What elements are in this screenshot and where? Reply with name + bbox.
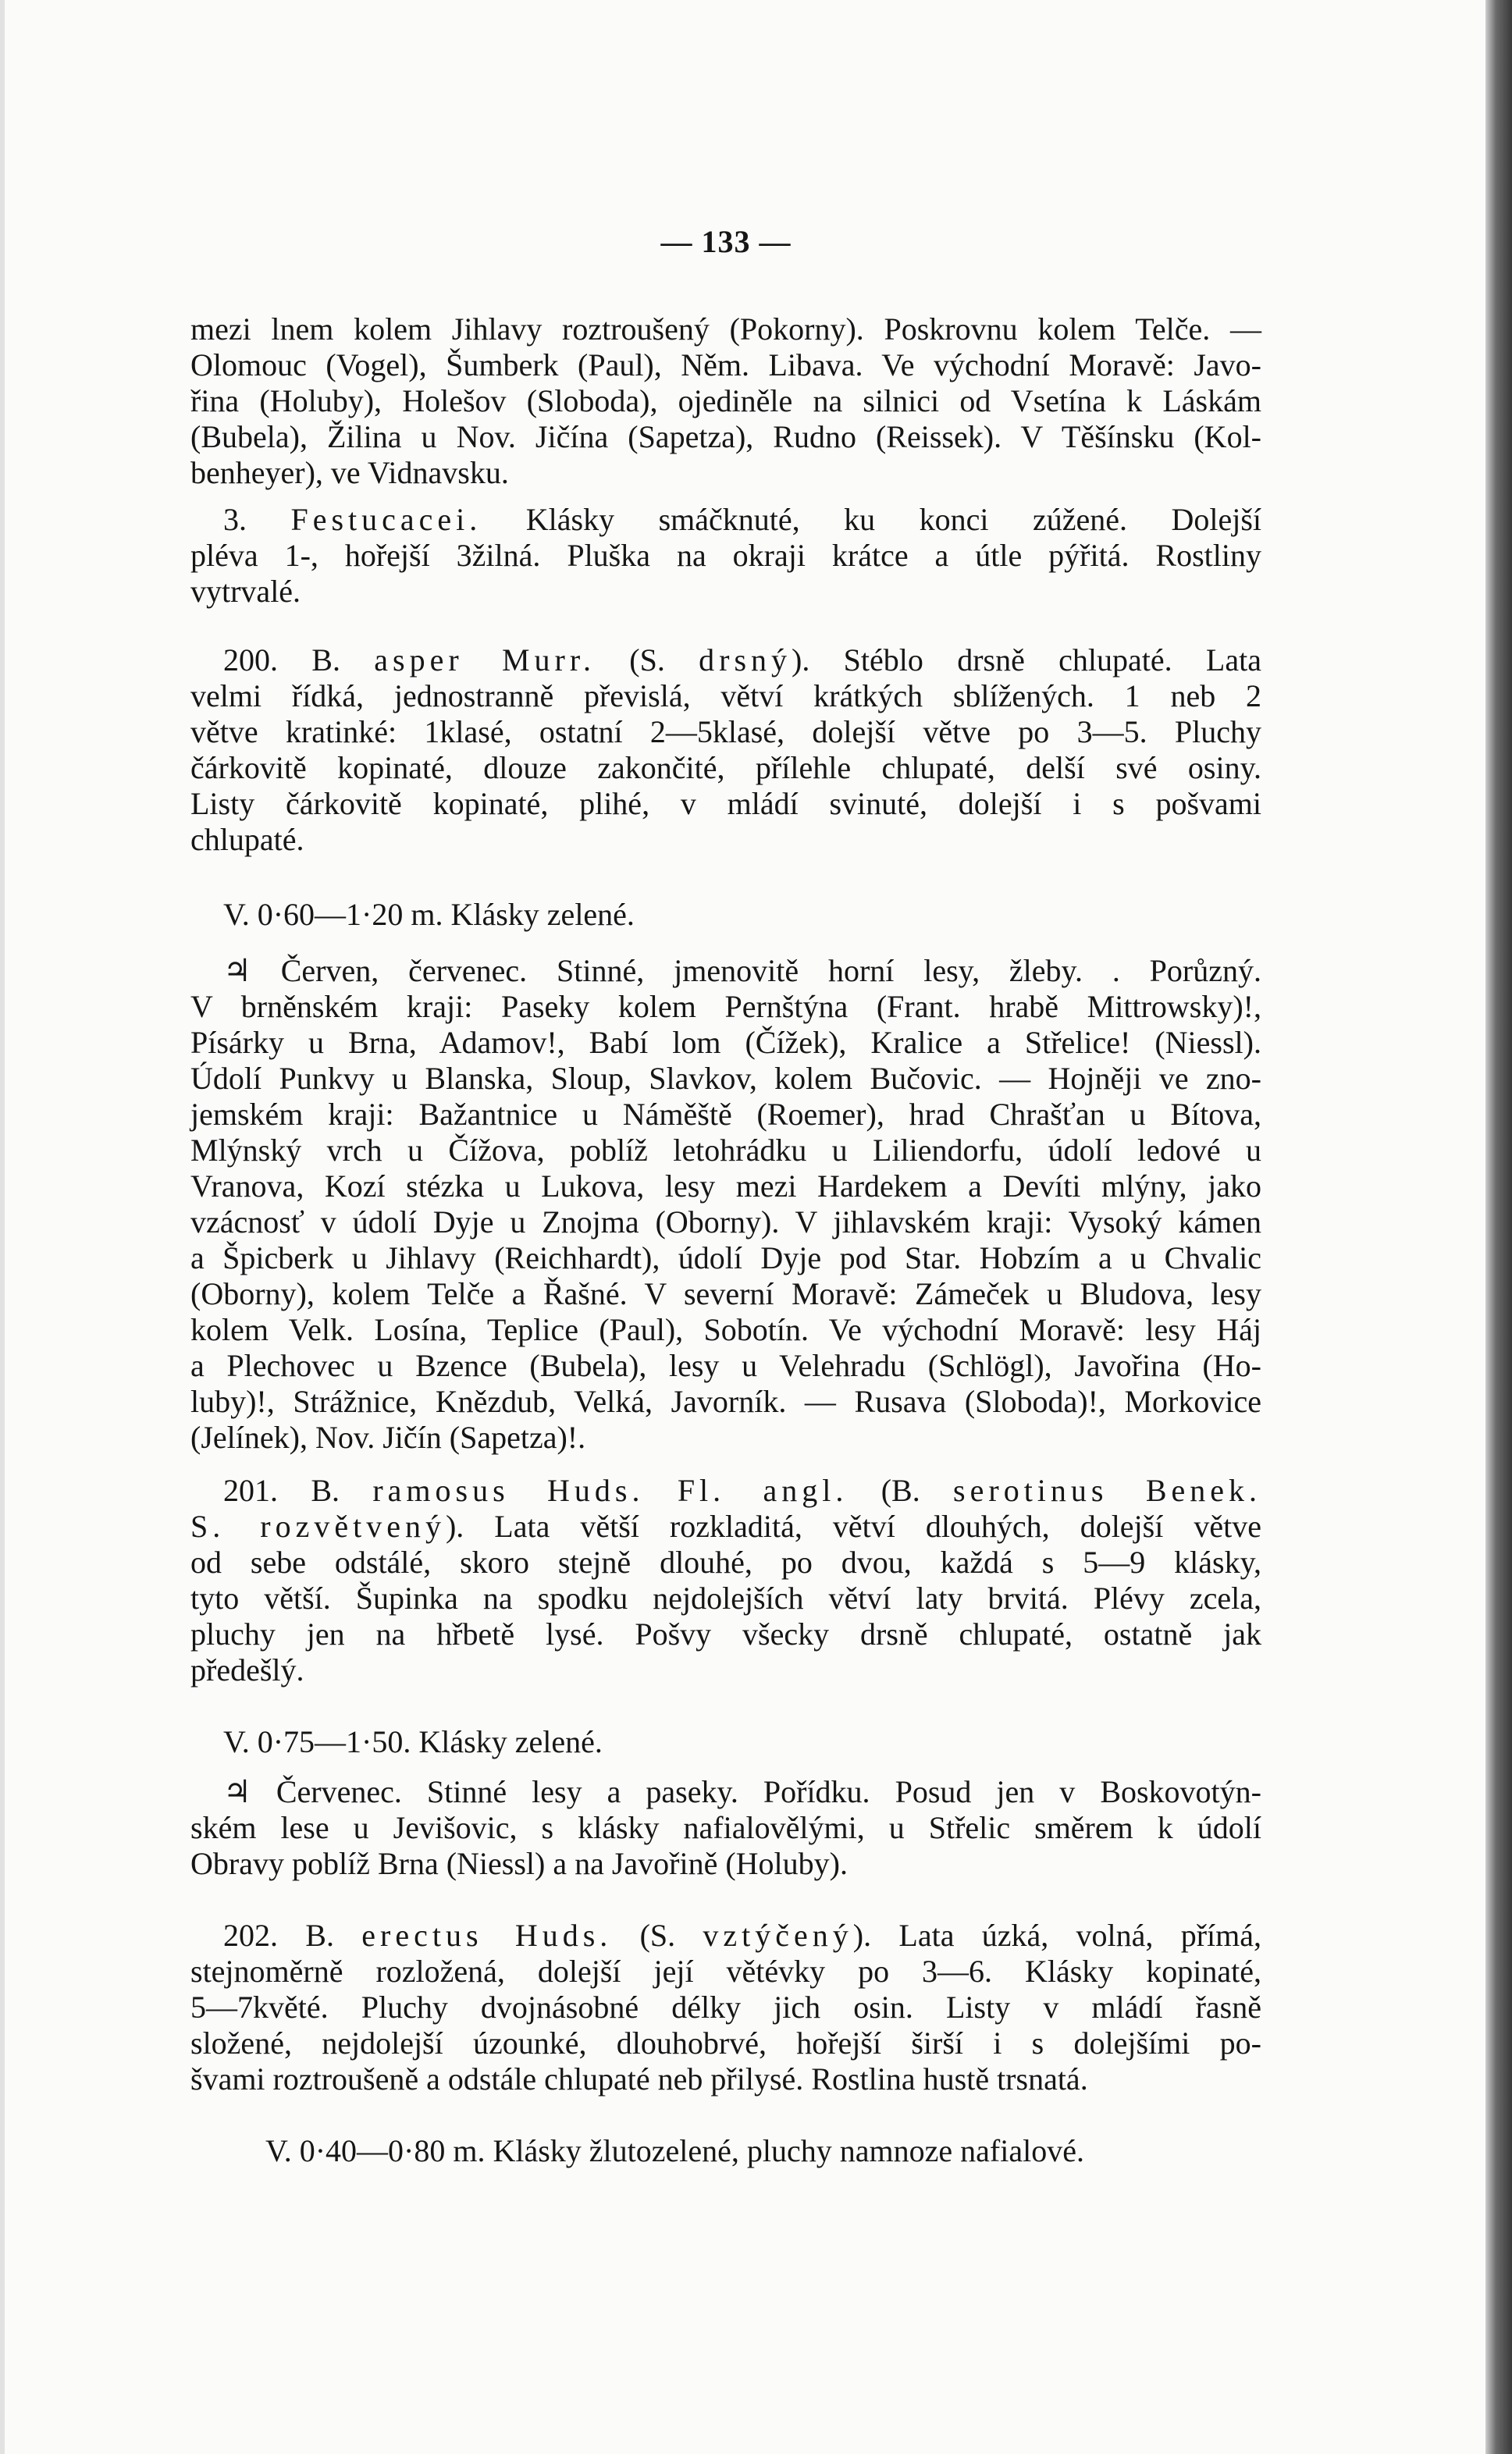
text-run: 3. — [223, 502, 291, 537]
text-line: Olomouc (Vogel), Šumberk (Paul), Něm. Libava. Ve východní Moravě: Javo- — [190, 347, 1261, 382]
text-line: V. 0·60—1·20 m. Klásky zelené. — [223, 897, 635, 932]
text-line: V. 0·40—0·80 m. Klásky žlutozelené, pluchy namnoze nafialové. — [265, 2133, 1084, 2168]
text-line — [190, 1509, 1261, 1545]
text-run — [644, 1473, 677, 1508]
text-line: pluchy jen na hřbetě lysé. Pošvy všecky drsně chlupaté, ostatně jak — [190, 1616, 1261, 1652]
text-line: luby)!, Strážnice, Knězdub, Velká, Javorník. — Rusava (Sloboda)!, Morkovice — [190, 1384, 1261, 1419]
text-run: 202. B. — [223, 1918, 362, 1953]
text-line: Písárky u Brna, Adamov!, Babí lom (Čížek), Kralice a Střelice! (Niessl). — [190, 1025, 1261, 1060]
text-line: jemském kraji: Bažantnice u Náměště (Roemer), hrad Chrašťan u Bítova, — [190, 1097, 1261, 1132]
text-line: vytrvalé. — [190, 574, 301, 609]
text-line: a Špicberk u Jihlavy (Reichhardt), údolí Dyje pod Star. Hobzím a u Chvalic — [190, 1240, 1261, 1275]
text-run: (S. — [595, 642, 699, 678]
text-line: Mlýnský vrch u Čížova, poblíž letohrádku u Liliendorfu, údolí ledové u — [190, 1133, 1261, 1168]
text-line: čárkovitě kopinaté, dlouze zakončité, přílehle chlupaté, delší své osiny. — [190, 750, 1261, 785]
spaced-taxon-name: vztýčený — [703, 1918, 853, 1953]
text-run: 200. B. — [223, 642, 375, 678]
text-line: od sebe odstálé, skoro stejně dlouhé, po dvou, každá s 5—9 klásky, — [190, 1545, 1261, 1580]
spaced-taxon-name: serotinus Benek. — [953, 1473, 1262, 1508]
scan-left-edge — [0, 0, 5, 2454]
text-run: ). Lata větší rozkladitá, větví dlouhých, dolejší větve — [445, 1509, 1261, 1544]
text-line: ♃ Červen, červenec. Stinné, jmenovitě horní lesy, žleby. . Porůzný. — [223, 953, 1261, 988]
text-line: (Bubela), Žilina u Nov. Jičína (Sapetza), Rudno (Reissek). V Těšínsku (Kol- — [190, 419, 1261, 454]
text-line: pléva 1-, hořejší 3žilná. Pluška na okraji krátce a útle pýřitá. Rostliny — [190, 538, 1261, 573]
paragraph — [190, 953, 1261, 1456]
text-run: ). Stéblo drsně chlupaté. Lata — [792, 642, 1261, 678]
text-run: (B. — [848, 1473, 954, 1508]
scan-right-edge — [1485, 0, 1512, 2454]
text-line: kolem Velk. Losína, Teplice (Paul), Sobotín. Ve východní Moravě: lesy Háj — [190, 1312, 1261, 1347]
spaced-taxon-name: erectus Huds. — [361, 1918, 613, 1953]
text-line: předešlý. — [190, 1652, 304, 1688]
spaced-taxon-name: ramosus Huds. — [372, 1473, 645, 1508]
text-line: řina (Holuby), Holešov (Sloboda), ojediněle na silnici od Vsetína k Láskám — [190, 383, 1261, 418]
paragraph — [190, 1724, 1261, 1760]
spaced-taxon-name: drsný — [699, 642, 792, 678]
text-line — [190, 502, 1261, 538]
text-line: V brněnském kraji: Paseky kolem Pernštýna (Frant. hrabě Mittrowsky)!, — [190, 989, 1261, 1024]
text-line — [190, 642, 1261, 678]
spaced-taxon-name: Fl. angl. — [677, 1473, 848, 1508]
text-line: tyto větší. Šupinka na spodku nejdolejších větví laty brvitá. Plévy zcela, — [190, 1581, 1261, 1616]
text-line: velmi řídká, jednostranně převislá, větví krátkých sblížených. 1 neb 2 — [190, 678, 1261, 713]
paragraph — [190, 2133, 1261, 2169]
text-line: chlupaté. — [190, 822, 304, 857]
text-line: benheyer), ve Vidnavsku. — [190, 455, 509, 490]
paragraph — [190, 1473, 1261, 1688]
paragraph — [190, 1774, 1261, 1882]
text-run: Klásky smáčknuté, ku konci zúžené. Dolejší — [482, 502, 1261, 537]
text-run: 201. B. — [223, 1473, 373, 1508]
text-line: vzácnosť v údolí Dyje u Znojma (Oborny). V jihlavském kraji: Vysoký kámen — [190, 1204, 1261, 1239]
paragraph — [190, 311, 1261, 491]
spaced-taxon-name: Festucacei. — [290, 502, 482, 537]
text-run: (S. — [612, 1918, 703, 1953]
paragraph — [190, 502, 1261, 610]
paragraph — [190, 897, 1261, 933]
text-line: (Oborny), kolem Telče a Řašné. V severní Moravě: Zámeček u Bludova, lesy — [190, 1276, 1261, 1311]
text-line: ♃ Červenec. Stinné lesy a paseky. Pořídku. Posud jen v Boskovotýn- — [223, 1774, 1261, 1809]
text-line: větve kratinké: 1klasé, ostatní 2—5klasé, dolejší větve po 3—5. Pluchy — [190, 714, 1261, 749]
text-line: Listy čárkovitě kopinaté, plihé, v mládí svinuté, dolejší i s pošvami — [190, 786, 1261, 821]
text-line: mezi lnem kolem Jihlavy roztroušený (Pokorny). Poskrovnu kolem Telče. — — [190, 311, 1261, 347]
text-line — [190, 1473, 1261, 1509]
text-line: švami roztroušeně a odstále chlupaté neb přilysé. Rostlina hustě trsnatá. — [190, 2061, 1088, 2097]
spaced-taxon-name: asper Murr. — [374, 642, 596, 678]
text-line: Vranova, Kozí stézka u Lukova, lesy mezi Hardekem a Devíti mlýny, jako — [190, 1168, 1261, 1204]
page-number: — 133 — — [660, 224, 792, 259]
text-line: složené, nejdolejší úzounké, dlouhobrvé, hořejší širší i s dolejšími po- — [190, 2025, 1261, 2061]
text-line: (Jelínek), Nov. Jičín (Sapetza)!. — [190, 1420, 586, 1455]
text-line: 5—7květé. Pluchy dvojnásobné délky jich osin. Listy v mládí řasně — [190, 1990, 1261, 2025]
text-line: Obravy poblíž Brna (Niessl) a na Javořině (Holuby). — [190, 1846, 848, 1881]
text-line: V. 0·75—1·50. Klásky zelené. — [223, 1724, 603, 1759]
spaced-taxon-name: S. rozvětvený — [190, 1509, 446, 1544]
paragraph — [190, 642, 1261, 858]
text-line: ském lese u Jevišovic, s klásky nafialovělými, u Střelic směrem k údolí — [190, 1810, 1261, 1845]
text-line — [190, 1918, 1261, 1954]
text-line: stejnoměrně rozložená, dolejší její větévky po 3—6. Klásky kopinaté, — [190, 1954, 1261, 1989]
text-line: Údolí Punkvy u Blanska, Sloup, Slavkov, kolem Bučovic. — Hojněji ve zno- — [190, 1061, 1261, 1096]
paragraph — [190, 1918, 1261, 2097]
text-run: ). Lata úzká, volná, přímá, — [852, 1918, 1261, 1953]
text-line: a Plechovec u Bzence (Bubela), lesy u Velehradu (Schlögl), Javořina (Ho- — [190, 1348, 1261, 1383]
